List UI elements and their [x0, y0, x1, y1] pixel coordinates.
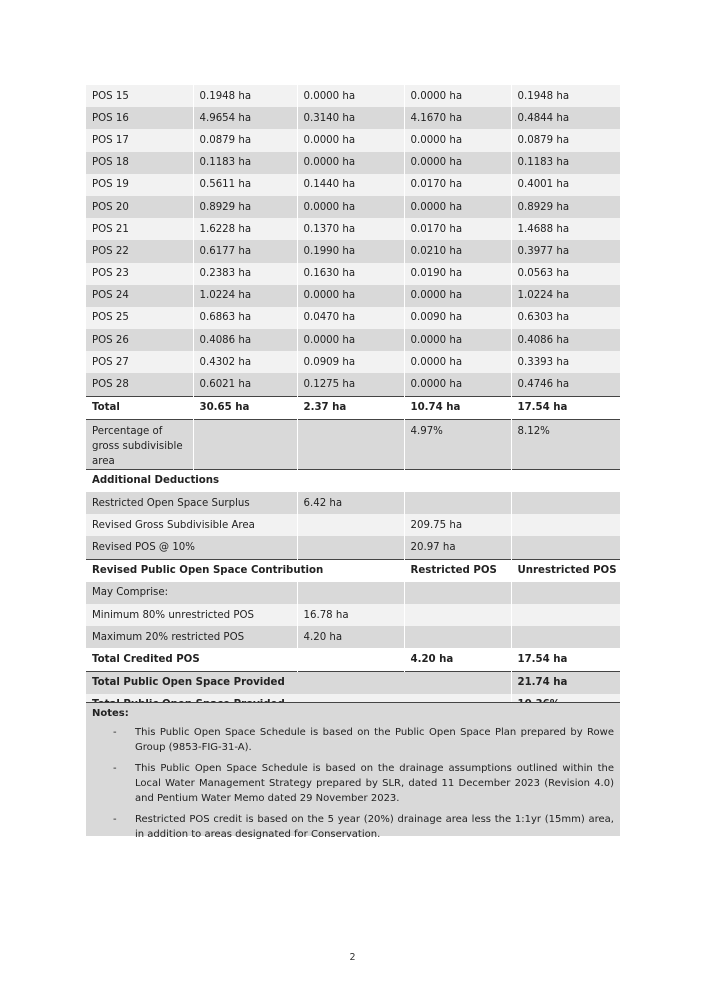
restricted-cell: 0.0000 ha — [404, 351, 511, 373]
deduction-cell: 0.0000 ha — [297, 285, 404, 307]
empty-cell — [511, 604, 620, 626]
empty-cell — [511, 514, 620, 536]
restricted-cell: 0.0000 ha — [404, 285, 511, 307]
table-row — [86, 152, 620, 174]
pos-name-cell: POS 19 — [86, 174, 193, 196]
deduction-cell: 0.0000 ha — [297, 329, 404, 351]
unrestricted-cell: 0.0879 ha — [511, 129, 620, 151]
deduction-cell: 0.0000 ha — [297, 129, 404, 151]
restricted-cell: 0.0000 ha — [404, 373, 511, 396]
pos-name-cell: POS 17 — [86, 129, 193, 151]
gross-area-cell: 1.0224 ha — [193, 285, 297, 307]
gross-area-cell: 0.0879 ha — [193, 129, 297, 151]
table-row — [86, 329, 620, 351]
gross-area-cell: 0.1948 ha — [193, 85, 297, 107]
total-label: Total — [86, 396, 193, 419]
percentage-label: Percentage of gross subdivisible area — [86, 419, 193, 469]
restricted-cell: 0.0090 ha — [404, 307, 511, 329]
restricted-cell: 0.0190 ha — [404, 263, 511, 285]
unrestricted-cell: 0.6303 ha — [511, 307, 620, 329]
unrestricted-cell: 0.4001 ha — [511, 174, 620, 196]
empty-cell — [404, 626, 511, 648]
restricted-cell: 0.0000 ha — [404, 196, 511, 218]
note-dash: - — [113, 727, 117, 738]
percentage-empty-1 — [193, 419, 297, 469]
empty-cell — [511, 469, 620, 492]
empty-cell — [511, 582, 620, 604]
empty-cell — [404, 469, 511, 492]
restricted-cell: 0.0210 ha — [404, 240, 511, 262]
total-row — [86, 396, 620, 419]
pos-name-cell: POS 20 — [86, 196, 193, 218]
total-credited-unrestricted: 17.54 ha — [511, 648, 620, 671]
gross-area-cell: 0.4302 ha — [193, 351, 297, 373]
pos-name-cell: POS 15 — [86, 85, 193, 107]
unrestricted-cell: 0.3393 ha — [511, 351, 620, 373]
deduction-cell: 0.0000 ha — [297, 196, 404, 218]
table-row — [86, 240, 620, 262]
restricted-cell: 0.0170 ha — [404, 218, 511, 240]
percentage-empty-2 — [297, 419, 404, 469]
max-restricted-value: 4.20 ha — [297, 626, 404, 648]
empty-cell — [511, 536, 620, 559]
gross-area-cell: 4.9654 ha — [193, 107, 297, 129]
deduction-cell: 0.1440 ha — [297, 174, 404, 196]
unrestricted-cell: 0.0563 ha — [511, 263, 620, 285]
empty-cell — [297, 536, 404, 559]
pos-name-cell: POS 18 — [86, 152, 193, 174]
pos-name-cell: POS 22 — [86, 240, 193, 262]
note-dash: - — [113, 814, 117, 825]
restricted-pos-header: Restricted POS — [404, 559, 511, 582]
percentage-row — [86, 419, 620, 469]
pos-table-body — [86, 85, 620, 396]
restricted-cell: 0.0170 ha — [404, 174, 511, 196]
table-row — [86, 107, 620, 129]
total-col4: 17.54 ha — [511, 396, 620, 419]
pos-schedule-table — [86, 85, 620, 716]
note-dash: - — [113, 763, 117, 774]
gross-area-cell: 0.8929 ha — [193, 196, 297, 218]
min-unrestricted-label: Minimum 80% unrestricted POS — [86, 604, 297, 626]
deduction-cell: 0.1275 ha — [297, 373, 404, 396]
total-credited-label: Total Credited POS — [86, 648, 297, 671]
contribution-header-row — [86, 559, 620, 582]
unrestricted-cell: 0.8929 ha — [511, 196, 620, 218]
note-text: This Public Open Space Schedule is based on the drainage assumptions outlined within the Local Water Management Strategy prepared by SLR, dated 11 December 2023 (Revision 4.0) and Pentium Water Memo dated 29 November 2023. — [135, 763, 614, 804]
additional-deductions-label: Additional Deductions — [86, 469, 297, 492]
revised-pos-label: Revised POS @ 10% — [86, 536, 297, 559]
page-number: 2 — [349, 952, 356, 963]
min-unrestricted-row — [86, 604, 620, 626]
percentage-col4: 8.12% — [511, 419, 620, 469]
unrestricted-cell: 1.0224 ha — [511, 285, 620, 307]
empty-cell — [511, 492, 620, 514]
unrestricted-cell: 0.4746 ha — [511, 373, 620, 396]
gross-area-cell: 0.6021 ha — [193, 373, 297, 396]
unrestricted-cell: 0.4844 ha — [511, 107, 620, 129]
may-comprise-row — [86, 582, 620, 604]
restricted-cell: 0.0000 ha — [404, 85, 511, 107]
empty-cell — [511, 626, 620, 648]
total-credited-row — [86, 648, 620, 671]
pos-name-cell: POS 28 — [86, 373, 193, 396]
empty-cell — [297, 469, 404, 492]
empty-cell — [297, 648, 404, 671]
empty-cell — [404, 582, 511, 604]
table-row — [86, 218, 620, 240]
total-col2: 2.37 ha — [297, 396, 404, 419]
deduction-cell: 0.0909 ha — [297, 351, 404, 373]
deduction-cell: 0.0000 ha — [297, 85, 404, 107]
note-item — [92, 812, 614, 842]
empty-cell — [297, 582, 404, 604]
max-restricted-label: Maximum 20% restricted POS — [86, 626, 297, 648]
table-row — [86, 129, 620, 151]
revised-gross-row — [86, 514, 620, 536]
gross-area-cell: 0.2383 ha — [193, 263, 297, 285]
restricted-cell: 0.0000 ha — [404, 329, 511, 351]
min-unrestricted-value: 16.78 ha — [297, 604, 404, 626]
summary-table-body — [86, 396, 620, 716]
empty-cell — [404, 492, 511, 514]
total-credited-restricted: 4.20 ha — [404, 648, 511, 671]
unrestricted-cell: 0.4086 ha — [511, 329, 620, 351]
gross-area-cell: 0.5611 ha — [193, 174, 297, 196]
revised-gross-value: 209.75 ha — [404, 514, 511, 536]
note-text: Restricted POS credit is based on the 5 year (20%) drainage area less the 1:1yr (15mm) area, in addition to areas designated for Conservation. — [135, 814, 614, 840]
restricted-surplus-row — [86, 492, 620, 514]
contribution-header-label: Revised Public Open Space Contribution — [86, 559, 404, 582]
percentage-col3: 4.97% — [404, 419, 511, 469]
unrestricted-cell: 0.1183 ha — [511, 152, 620, 174]
pos-name-cell: POS 26 — [86, 329, 193, 351]
notes-title: Notes: — [92, 708, 129, 719]
gross-area-cell: 0.4086 ha — [193, 329, 297, 351]
unrestricted-cell: 0.1948 ha — [511, 85, 620, 107]
max-restricted-row — [86, 626, 620, 648]
revised-pos-row — [86, 536, 620, 559]
unrestricted-cell: 0.3977 ha — [511, 240, 620, 262]
pos-name-cell: POS 23 — [86, 263, 193, 285]
pos-name-cell: POS 21 — [86, 218, 193, 240]
gross-area-cell: 0.6177 ha — [193, 240, 297, 262]
restricted-cell: 0.0000 ha — [404, 129, 511, 151]
restricted-surplus-label: Restricted Open Space Surplus — [86, 492, 297, 514]
additional-deductions-row — [86, 469, 620, 492]
table-row — [86, 373, 620, 396]
total-provided-ha-row — [86, 671, 620, 694]
note-item — [92, 725, 614, 755]
note-item — [92, 761, 614, 806]
restricted-cell: 4.1670 ha — [404, 107, 511, 129]
table-row — [86, 263, 620, 285]
pos-name-cell: POS 24 — [86, 285, 193, 307]
restricted-cell: 0.0000 ha — [404, 152, 511, 174]
table-row — [86, 307, 620, 329]
total-provided-ha-label: Total Public Open Space Provided — [86, 671, 511, 694]
total-col3: 10.74 ha — [404, 396, 511, 419]
pos-name-cell: POS 16 — [86, 107, 193, 129]
gross-area-cell: 1.6228 ha — [193, 218, 297, 240]
table-row — [86, 174, 620, 196]
empty-cell — [404, 604, 511, 626]
pos-name-cell: POS 25 — [86, 307, 193, 329]
deduction-cell: 0.1370 ha — [297, 218, 404, 240]
deduction-cell: 0.0470 ha — [297, 307, 404, 329]
unrestricted-pos-header: Unrestricted POS — [511, 559, 620, 582]
total-provided-ha-value: 21.74 ha — [511, 671, 620, 694]
table-row — [86, 85, 620, 107]
deduction-cell: 0.3140 ha — [297, 107, 404, 129]
table-row — [86, 351, 620, 373]
restricted-surplus-value: 6.42 ha — [297, 492, 404, 514]
empty-cell — [297, 514, 404, 536]
revised-gross-label: Revised Gross Subdivisible Area — [86, 514, 297, 536]
gross-area-cell: 0.6863 ha — [193, 307, 297, 329]
gross-area-cell: 0.1183 ha — [193, 152, 297, 174]
deduction-cell: 0.0000 ha — [297, 152, 404, 174]
revised-pos-value: 20.97 ha — [404, 536, 511, 559]
note-text: This Public Open Space Schedule is based on the Public Open Space Plan prepared by Rowe Group (9853-FIG-31-A). — [135, 727, 614, 753]
total-area: 30.65 ha — [193, 396, 297, 419]
deduction-cell: 0.1990 ha — [297, 240, 404, 262]
table-row — [86, 196, 620, 218]
unrestricted-cell: 1.4688 ha — [511, 218, 620, 240]
may-comprise-label: May Comprise: — [86, 582, 297, 604]
notes-section — [86, 702, 620, 840]
deduction-cell: 0.1630 ha — [297, 263, 404, 285]
pos-name-cell: POS 27 — [86, 351, 193, 373]
table-row — [86, 285, 620, 307]
